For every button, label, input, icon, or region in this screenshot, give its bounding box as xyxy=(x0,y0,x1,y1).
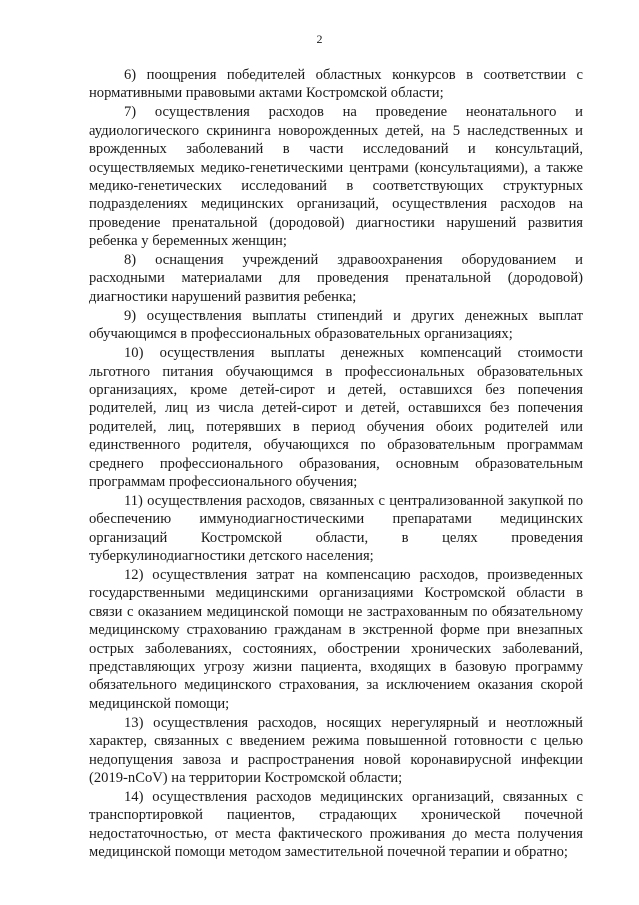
paragraph-item-14: 14) осуществления расходов медицинских организаций, связанных с транспортировкой пациентов, страдающих хронической почечной недостаточностью, от места фактического проживания до места получения медицинской помощи методом заместительной почечной терапии и обратно; xyxy=(89,788,583,861)
paragraph-item-7: 7) осуществления расходов на проведение неонатального и аудиологического скрининга новорожденных детей, на 5 наследственных и врожденных заболеваний в части исследований и консультаций, осуществляемых медико-генетическими центрами (консультациями), а также медико-генетических исследований в соответствующих структурных подразделениях медицинских организаций, осуществления расходов на проведение пренатальной (дородовой) диагностики нарушений развития ребенка у беременных женщин; xyxy=(89,104,583,250)
paragraph-item-9: 9) осуществления выплаты стипендий и других денежных выплат обучающимся в профессиональных образовательных организациях; xyxy=(89,307,583,343)
paragraph-item-8: 8) оснащения учреждений здравоохранения оборудованием и расходными материалами для проведения пренатальной (дородовой) диагностики нарушений развития ребенка; xyxy=(89,252,583,305)
paragraph-item-12: 12) осуществления затрат на компенсацию расходов, произведенных государственными медицинскими организациями Костромской области в связи с оказанием медицинской помощи не застрахованным по обязательному медицинскому страхованию гражданам в экстренной форме при внезапных острых заболеваниях, состояниях, обострении хронических заболеваний, представляющих угрозу жизни пациента, входящих в базовую программу обязательного медицинского страхования, за исключением оказания скорой медицинской помощи; xyxy=(89,566,583,712)
document-body xyxy=(89,66,583,862)
paragraph-item-13: 13) осуществления расходов, носящих нерегулярный и неотложный характер, связанных с введением режима повышенной готовности с целью недопущения завоза и распространения новой коронавирусной инфекции (2019-nCoV) на территории Костромской области; xyxy=(89,714,583,786)
page-number: 2 xyxy=(316,32,323,46)
paragraph-item-10: 10) осуществления выплаты денежных компенсаций стоимости льготного питания обучающимся в профессиональных образовательных организациях, кроме детей-сирот и детей, оставшихся без попечения родителей, лиц из числа детей-сирот и детей, оставшихся без попечения родителей, лиц, потерявших в период обучения обоих родителей или единственного родителя, обучающихся по образовательным программам среднего профессионального образования, основным образовательным программам профессионального обучения; xyxy=(89,345,583,490)
paragraph-item-6: 6) поощрения победителей областных конкурсов в соответствии с нормативными правовыми актами Костромской области; xyxy=(89,67,583,102)
paragraph-item-11: 11) осуществления расходов, связанных с централизованной закупкой по обеспечению иммунодиагностическими препаратами медицинских организаций Костромской области, в целях проведения туберкулинодиагностики детского населения; xyxy=(89,492,583,565)
